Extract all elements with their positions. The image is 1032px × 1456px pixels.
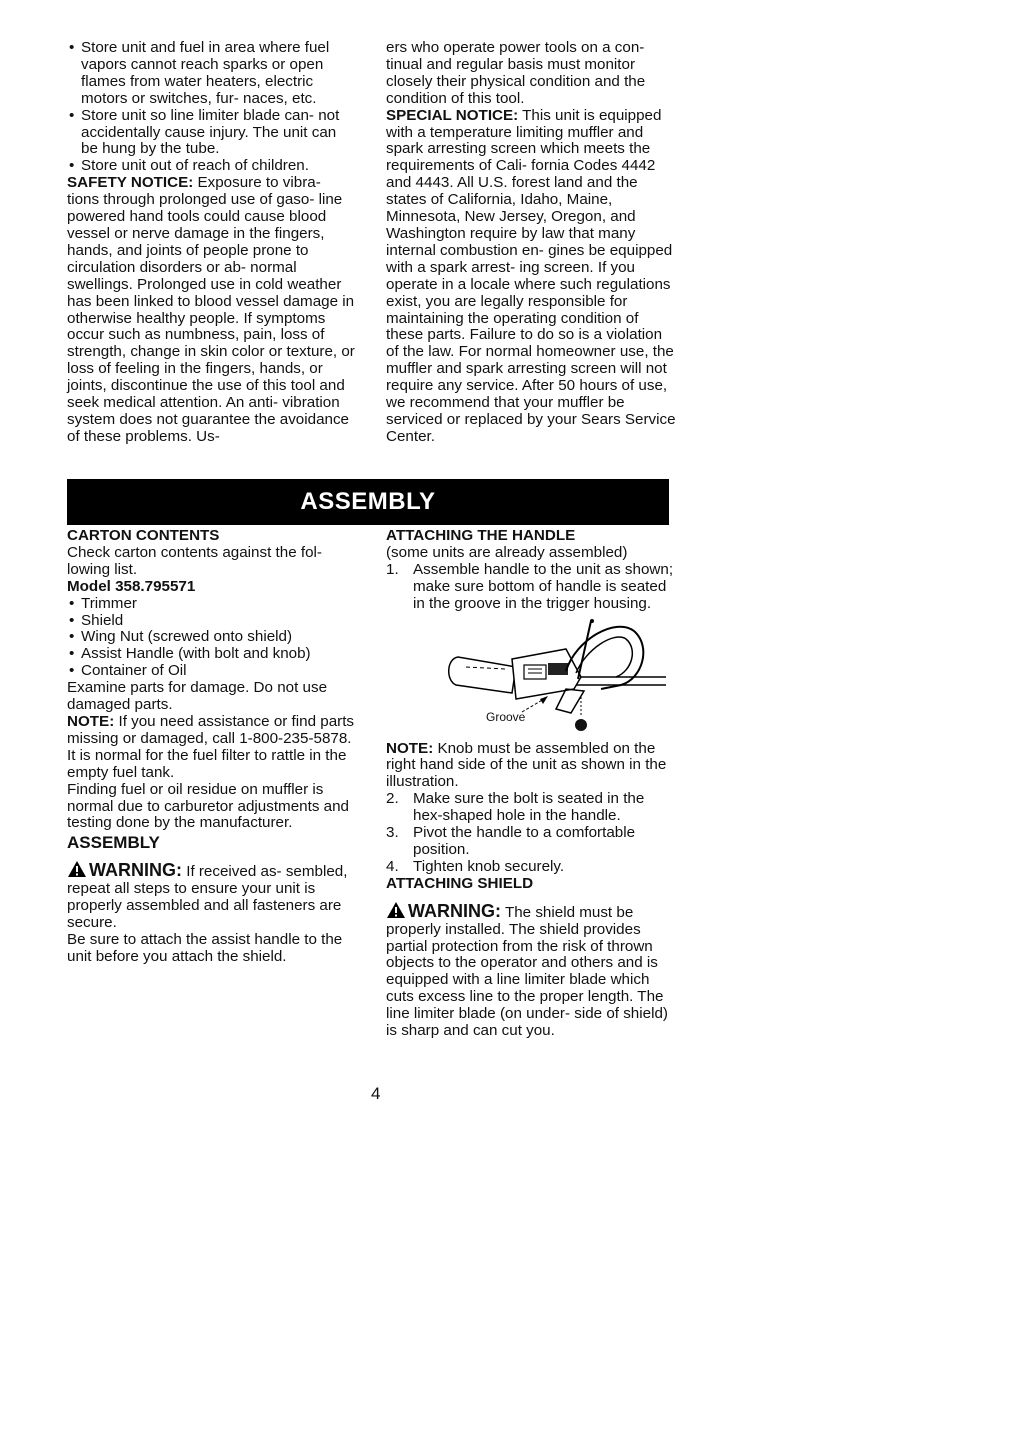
note-text: If you need assistance or find parts missing or damaged, call 1-800-235-5878. <box>67 712 355 747</box>
shield-warning-text: The shield must be properly installed. The shield provides partial protection from the risk of thrown objects to the operator and others and is equipped with a line limiter blade which cuts excess line to the proper length. The line limiter blade (on under- side of shield) is sharp and can cut you. <box>386 903 668 1040</box>
residue-text: Finding fuel or oil residue on muffler is normal due to carburetor adjustments and testing done by the manufacturer. <box>67 780 349 832</box>
step-1-text: Assemble handle to the unit as shown; make sure bottom of handle is seated in the groove in the trigger housing. <box>413 560 674 612</box>
assembly-heading: ASSEMBLY <box>67 833 160 853</box>
rattle-text: It is normal for the fuel filter to rattle in the empty fuel tank. <box>67 746 347 781</box>
warning-label: WARNING: <box>89 860 182 881</box>
assembly-warning <box>67 860 357 932</box>
step-2-number: 2. <box>386 790 399 808</box>
top-left-column <box>67 40 357 446</box>
carton-contents-heading: CARTON CONTENTS <box>67 527 220 544</box>
top-right-column <box>386 40 676 446</box>
carton-intro: Check carton contents against the fol- lowing list. <box>67 543 322 578</box>
storage-bullet-2: • Store unit so line limiter blade can- not accidentally cause injury. The unit can be hung by the tube. <box>67 108 357 159</box>
step-4-text: Tighten knob securely. <box>413 857 565 875</box>
step-1 <box>386 562 676 613</box>
special-notice <box>386 108 676 446</box>
warning-triangle-icon <box>386 901 406 919</box>
special-notice-text: This unit is equipped with a temperature limiting muffler and spark arresting screen which meets the requirements of Cali- fornia Codes 4442 and 4443. All U.S. forest land and the states of California, Idaho, Maine, Minnesota, New Jersey, Oregon, and Washington require by law that many internal combustion en- gines be equipped with a spark arrest- ing screen. If you operate in a locale where such regulations exist, you are legally responsible for maintaining the operating condition of these parts. Failure to do so is a violation of the law. For normal homeowner use, the muffler and spark arresting screen will not require any service. After 50 hours of use, we recommend that your muffler be serviced or replaced by your Sears Service Center. <box>386 106 676 445</box>
continued-text: ers who operate power tools on a con- tinual and regular basis must monitor closely their physical condition and the condition of this tool. <box>386 39 646 107</box>
step-3-text: Pivot the handle to a comfortable position. <box>413 824 636 858</box>
bottom-left-column <box>67 528 357 966</box>
handle-illustration <box>416 619 666 737</box>
step-2-text: Make sure the bolt is seated in the hex-shaped hole in the handle. <box>413 790 645 825</box>
groove-label: Groove <box>486 709 526 724</box>
step-1-number: 1. <box>386 560 399 578</box>
bottom-right-column <box>386 528 676 1040</box>
carton-item: • Wing Nut (screwed onto shield) <box>67 629 357 646</box>
special-notice-label: SPECIAL NOTICE: <box>386 106 519 124</box>
assembly-banner <box>67 479 669 525</box>
storage-bullet-3: • Store unit out of reach of children. <box>67 158 357 175</box>
warning-text: If received as- sembled, repeat all steps to ensure your unit is properly assembled and all fasteners are secure. <box>67 863 348 931</box>
carton-item: • Shield <box>67 613 357 630</box>
attach-order-text: Be sure to attach the assist handle to the unit before you attach the shield. <box>67 930 343 965</box>
knob-note-text: Knob must be assembled on the right hand side of the unit as shown in the illustration. <box>386 739 667 791</box>
examine-text: Examine parts for damage. Do not use damaged parts. <box>67 679 328 714</box>
page-number: 4 <box>371 1084 381 1103</box>
safety-notice <box>67 175 357 446</box>
carton-item: • Container of Oil <box>67 663 357 680</box>
knob-note <box>386 741 676 792</box>
shield-warning-label: WARNING: <box>408 900 501 921</box>
step-4-number: 4. <box>386 857 399 875</box>
step-3-number: 3. <box>386 824 399 842</box>
safety-notice-text: Exposure to vibra- tions through prolonged use of gaso- line powered hand tools could cause blood vessel or nerve damage in the fingers, hands, and joints of people prone to circulation disorders or ab- normal swellings. Prolonged use in cold weather has been linked to blood vessel damage in otherwise healthy people. If symptoms occur such as numbness, pain, loss of strength, change in skin color or texture, or loss of feeling in the fingers, hands, or joints, discontinue the use of this tool and seek medical attention. An anti- vibration system does not guarantee the avoidance of these problems. Us- <box>67 174 355 445</box>
note-label: NOTE: <box>67 712 115 730</box>
carton-item: • Assist Handle (with bolt and knob) <box>67 646 357 663</box>
safety-notice-label: SAFETY NOTICE: <box>67 174 194 192</box>
shield-warning <box>386 901 676 1040</box>
attaching-shield-heading: ATTACHING SHIELD <box>386 874 534 892</box>
knob-note-label: NOTE: <box>386 739 434 757</box>
attaching-handle-heading: ATTACHING THE HANDLE <box>386 527 576 544</box>
step-4 <box>386 859 676 876</box>
step-2 <box>386 791 676 825</box>
step-3 <box>386 825 676 859</box>
model-label: Model 358.795571 <box>67 577 196 595</box>
handle-subtitle: (some units are already assembled) <box>386 543 628 561</box>
storage-bullet-1: • Store unit and fuel in area where fuel vapors cannot reach sparks or open flames from water heaters, electric motors or switches, fur- naces, etc. <box>67 40 357 108</box>
warning-triangle-icon <box>67 860 87 878</box>
carton-item: • Trimmer <box>67 596 357 613</box>
banner-title: ASSEMBLY <box>300 488 436 515</box>
assistance-note <box>67 714 357 748</box>
